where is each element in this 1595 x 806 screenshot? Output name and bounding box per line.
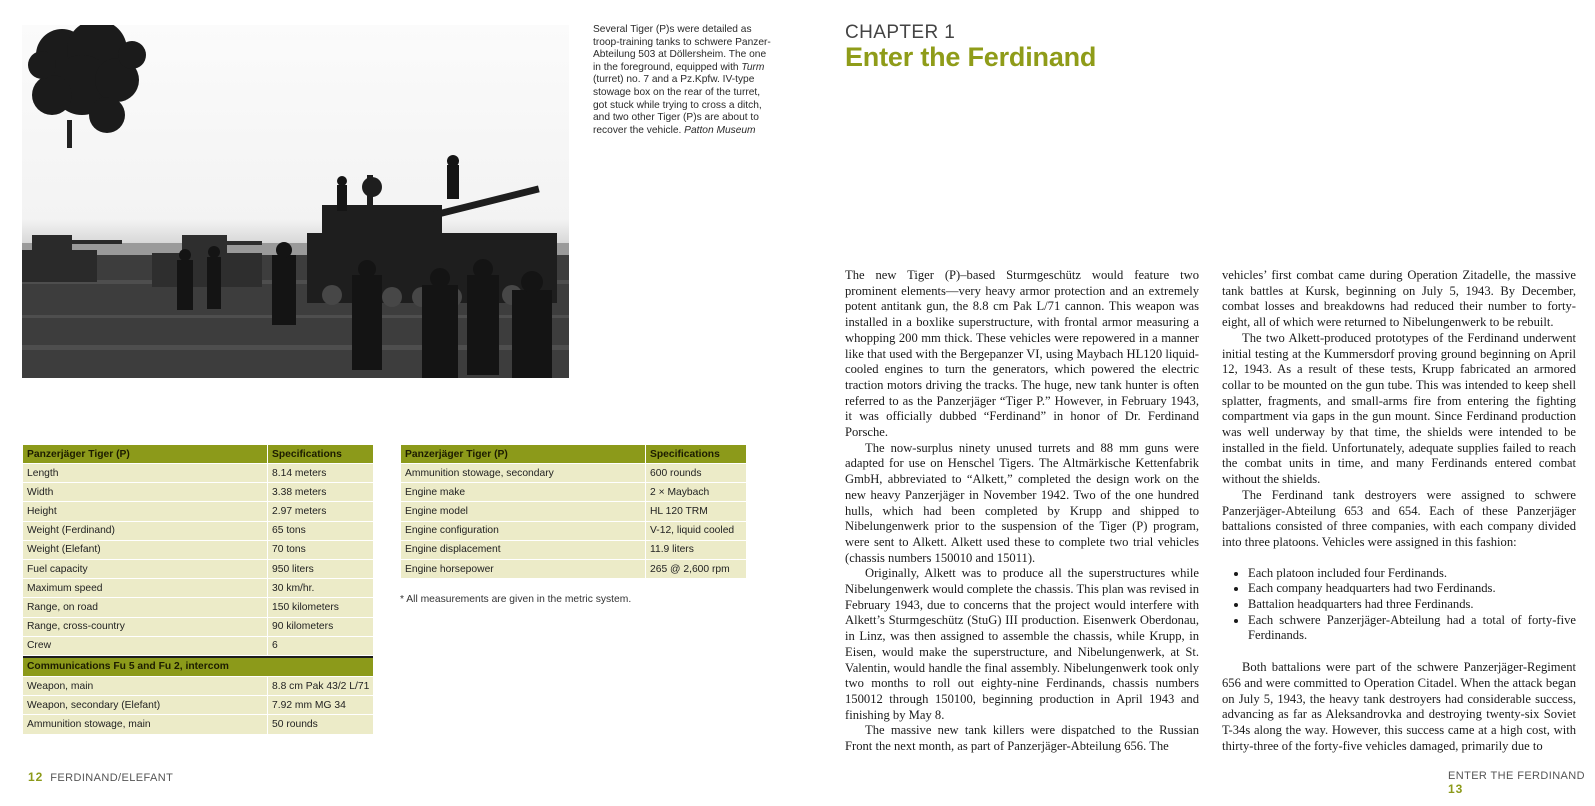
text-column-2 (1222, 268, 1576, 754)
table-header-row (401, 445, 746, 464)
table-subheader-cell: Communications Fu 5 and Fu 2, intercom (23, 656, 373, 677)
paragraph: The Ferdinand tank destroyers were assigned to schwere Panzerjäger-Abteilung 653 and 654. Each of these Panzerjäger battalions consisted of three companies, with each company divided into three platoons. Vehicles were assigned in this fashion: (1222, 487, 1576, 549)
table-header-row (23, 445, 373, 464)
paragraph: vehicles’ first combat came during Operation Zitadelle, the massive tank battles at Kursk, beginning on July 5, 1943. By December, combat losses and breakdowns had reduced their number to forty-eight, all of which were returned to Nibelungenwerk to be rebuilt. (1222, 268, 1576, 330)
table-row (23, 464, 373, 483)
paragraph: The new Tiger (P)–based Sturmgeschütz would feature two prominent elements—very heavy armor protection and an extremely potent antitank gun, the 8.8 cm Pak L/71 cannon. This weapon was installed in a boxlike superstructure, with frontal armor measuring a whopping 200 mm thick. These vehicles were repowered in a manner like that used with the Bergepanzer VI, using Maybach HL120 liquid-cooled engines to turn the generators, which powered the electric traction motors driving the tracks. The huge, new tank hunter is often referred to as the Panzerjäger “Tiger P.” However, in February 1943, it was officially dubbed “Ferdinand” in honor of Dr. Ferdinand Porsche. (845, 268, 1199, 440)
table-cell: Engine displacement (401, 541, 646, 560)
table-cell: Ammunition stowage, main (23, 715, 268, 734)
spec-table-1 (23, 445, 373, 735)
table-row (401, 502, 746, 521)
table-cell: 2 × Maybach (646, 483, 746, 502)
table-row (23, 696, 373, 715)
page-number: 13 (1448, 782, 1464, 796)
caption-italic-term: Turm (741, 61, 765, 73)
chapter-title: Enter the Ferdinand (845, 42, 1097, 72)
footer-left (28, 770, 173, 784)
table-cell: 7.92 mm MG 34 (268, 696, 373, 715)
table-cell: Fuel capacity (23, 560, 268, 579)
metric-note: * All measurements are given in the metric system. (400, 594, 632, 605)
table-row (401, 560, 746, 579)
paragraph: Originally, Alkett was to produce all the superstructures while Nibelungenwerk would complete the chassis. This plan was revised in February 1943, due to concerns that the project would interfere with Alkett’s Sturmgeschütz (StuG) III production. Eisenwerk Oberdonau, in Linz, was then assigned to assemble the chassis, while Krupp, in Eisen, would make the superstructure, and Nibelungenwerk, at St. Valentin, would handle the final assembly. Nibelungenwerk took only two months to roll out eighty-nine Ferdinands, chassis numbers 150012 through 150100, beginning production in April 1943 and finishing by May 8. (845, 566, 1199, 722)
paragraph: The two Alkett-produced prototypes of the Ferdinand underwent initial testing at the Kummersdorf proving ground beginning on April 12, 1943. As a result of these tests, Krupp fabricated an armored collar to be mounted on the gun tube. This was intended to keep shell splatter, fragments, and small-arms fire from entering the fighting compartment via gaps in the gun mount. Since Ferdinand production was well underway by that time, the shields were intended to be installed in the field. Unfortunately, adequate supplies failed to reach the combat units in time, and many Ferdinands entered combat without the shields. (1222, 330, 1576, 487)
page-number: 12 (28, 770, 44, 784)
table-cell: Weight (Ferdinand) (23, 522, 268, 541)
list-item: • Each schwere Panzerjäger-Abteilung had a total of forty-five Ferdinands. (1248, 613, 1576, 644)
spec-table-2-wrapper (401, 445, 746, 579)
table-cell: Weapon, secondary (Elefant) (23, 696, 268, 715)
table-cell: 50 rounds (268, 715, 373, 734)
table-cell: Height (23, 502, 268, 521)
table-row (401, 522, 746, 541)
footer-right (1448, 770, 1595, 796)
table-row (23, 502, 373, 521)
table-cell: 3.38 meters (268, 483, 373, 502)
table-header-cell: Panzerjäger Tiger (P) (23, 445, 268, 464)
photo-scene (22, 25, 569, 378)
chapter-label: CHAPTER 1 (845, 22, 956, 43)
table-cell: 150 kilometers (268, 598, 373, 617)
table-row (23, 637, 373, 656)
table-cell: Weight (Elefant) (23, 541, 268, 560)
historic-photo-tiger-p (22, 25, 569, 378)
table-header-cell: Specifications (646, 445, 746, 464)
table-cell: Width (23, 483, 268, 502)
table-row (401, 464, 746, 483)
caption-text: (turret) no. 7 and a Pz.Kpfw. IV-type stowage box on the rear of the turret, got stuck while trying to cross a ditch, and two other Tiger (P)s are about to recover the vehicle. (593, 74, 762, 136)
bullet-list (1222, 566, 1576, 645)
table-cell: Length (23, 464, 268, 483)
table-cell: 8.14 meters (268, 464, 373, 483)
table-cell: 8.8 cm Pak 43/2 L/71 (268, 677, 373, 696)
table-cell: Engine model (401, 502, 646, 521)
table-row (23, 579, 373, 598)
table-cell: Crew (23, 637, 268, 656)
table-cell: Engine horsepower (401, 560, 646, 579)
text-column-1 (845, 268, 1199, 755)
table-row (23, 522, 373, 541)
photo-caption (593, 24, 773, 137)
table-cell: 90 kilometers (268, 618, 373, 637)
table-cell: Engine configuration (401, 522, 646, 541)
table-row (23, 541, 373, 560)
table-header-cell: Panzerjäger Tiger (P) (401, 445, 646, 464)
table-cell: Range, on road (23, 598, 268, 617)
table-cell: 950 liters (268, 560, 373, 579)
table-row (23, 677, 373, 696)
running-title: ENTER THE FERDINAND (1448, 770, 1585, 782)
table-cell: 11.9 liters (646, 541, 746, 560)
table-row (23, 560, 373, 579)
soldiers-on-tank (337, 155, 459, 211)
table-cell: Weapon, main (23, 677, 268, 696)
list-item: • Each platoon included four Ferdinands. (1248, 566, 1576, 582)
table-cell: Ammunition stowage, secondary (401, 464, 646, 483)
table-row (401, 483, 746, 502)
list-item: • Battalion headquarters had three Ferdinands. (1248, 597, 1576, 613)
table-row (23, 618, 373, 637)
spec-table-2 (401, 445, 746, 579)
table-cell: HL 120 TRM (646, 502, 746, 521)
table-cell: Maximum speed (23, 579, 268, 598)
table-row (401, 541, 746, 560)
paragraph: The massive new tank killers were dispatched to the Russian Front the next month, as part of Panzerjäger-Abteilung 656. The (845, 723, 1199, 754)
table-cell: 2.97 meters (268, 502, 373, 521)
table-cell: 6 (268, 637, 373, 656)
table-row (23, 715, 373, 734)
table-row (23, 598, 373, 617)
table-cell: Range, cross-country (23, 618, 268, 637)
table-cell: 65 tons (268, 522, 373, 541)
table-cell: 30 km/hr. (268, 579, 373, 598)
caption-text: Several Tiger (P)s were detailed as troop-training tanks to schwere Panzer-Abteilung 503 at Döllersheim. The one in the foreground, equipped with (593, 24, 771, 73)
paragraph: The now-surplus ninety unused turrets and 88 mm guns were adapted for use on Henschel Tigers. The Altmärkische Kettenfabrik GmbH, abbreviated to “Alkett,” completed the design work on the new heavy Panzerjäger in November 1942. Two of the one hundred hulls, which had been completed by Krupp and shipped to Nibelungenwerk prior to the suspension of the Tiger (P) program, were sent to Alkett. Alkett used these to complete two trial vehicles (chassis numbers 150010 and 15011). (845, 440, 1199, 565)
table-cell: 600 rounds (646, 464, 746, 483)
list-item: • Each company headquarters had two Ferdinands. (1248, 581, 1576, 597)
table-subheader-row (23, 656, 373, 677)
table-cell: 265 @ 2,600 rpm (646, 560, 746, 579)
table-cell: Engine make (401, 483, 646, 502)
paragraph: Both battalions were part of the schwere Panzerjäger-Regiment 656 and were committed to Operation Citadel. When the attack began on July 5, 1943, the heavy tank destroyers had considerable success, advancing as far as Aleksandrovka and destroying twenty-six Soviet T-34s along the way. However, this success came at a high cost, with thirty-three of the forty-five vehicles damaged, primarily due to (1222, 660, 1576, 753)
table-row (23, 483, 373, 502)
tree-silhouette (28, 25, 146, 133)
caption-credit: Patton Museum (684, 124, 756, 136)
table-header-cell: Specifications (268, 445, 373, 464)
table-cell: V-12, liquid cooled (646, 522, 746, 541)
spec-table-1-wrapper (23, 445, 373, 735)
table-cell: 70 tons (268, 541, 373, 560)
running-title: FERDINAND/ELEFANT (50, 772, 174, 784)
